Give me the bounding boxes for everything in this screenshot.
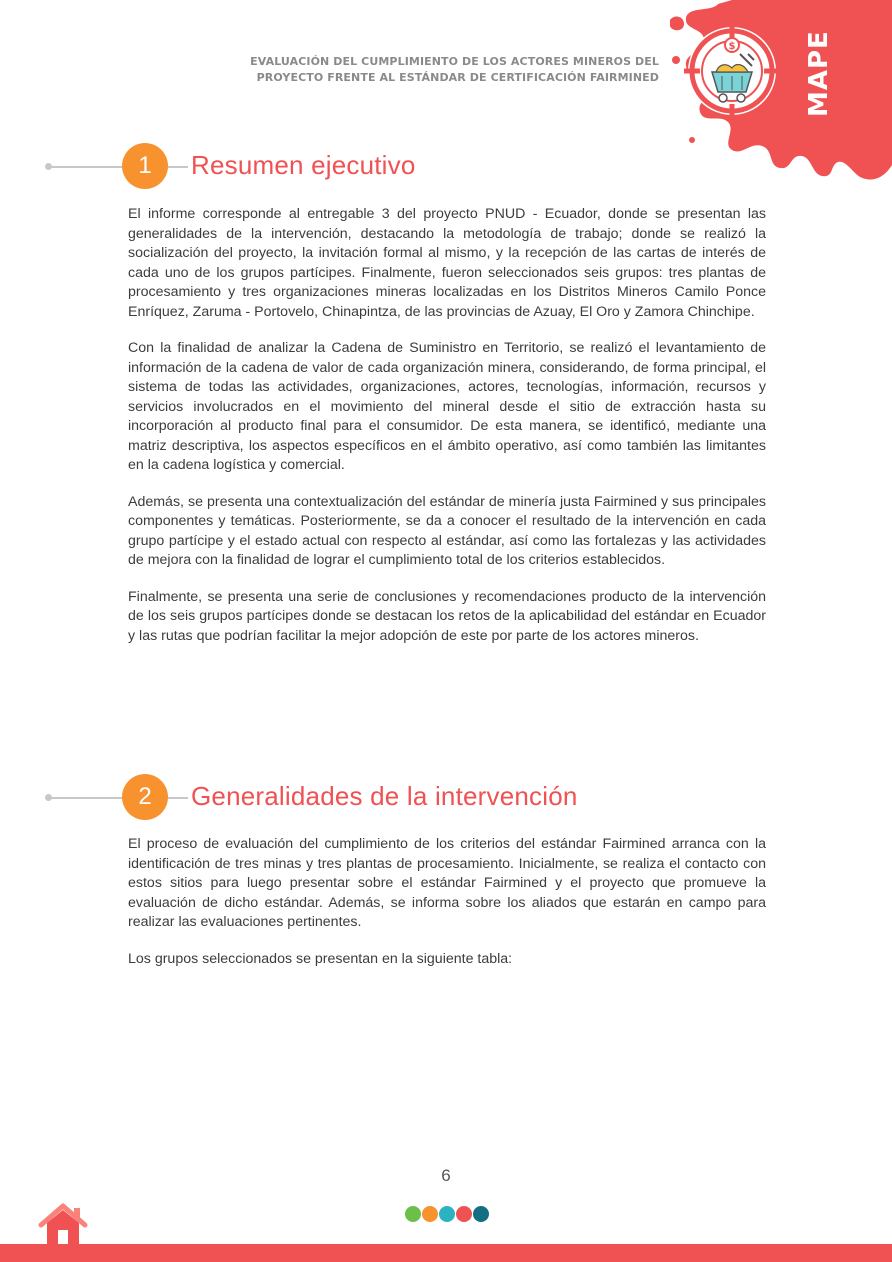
color-dot bbox=[473, 1206, 489, 1222]
section-connector-line bbox=[168, 166, 188, 168]
section-number-badge: 1 bbox=[122, 143, 168, 189]
paragraph: El proceso de evaluación del cumplimiento de los criterios del estándar Fairmined arranca con la identificación de tres minas y tres plantas de procesamiento. Inicialmente, se realiza el contacto con estos sitios para luego presentar sobre el estándar Fairmined y el proyecto que promueve la evaluación de dicho estándar. Además, se informa sobre los aliados que estarán en campo para realizar las evaluaciones pertinentes. bbox=[128, 836, 766, 930]
section-connector-line bbox=[168, 797, 188, 799]
mape-logo-text: MAPE bbox=[804, 30, 834, 118]
mining-cart-target-icon bbox=[682, 24, 782, 124]
color-dot bbox=[439, 1206, 455, 1222]
header-title-line-2: PROYECTO FRENTE AL ESTÁNDAR DE CERTIFICACIÓN FAIRMINED bbox=[256, 71, 659, 84]
document-header-title bbox=[199, 54, 659, 86]
section-line bbox=[51, 797, 123, 799]
page-number: 6 bbox=[441, 1166, 451, 1185]
paragraph: Además, se presenta una contextualización del estándar de minería justa Fairmined y sus principales componentes y temáticas. Posteriormente, se da a conocer el resultado de la intervención en cada grupo partícipe y el estado actual con respecto al estándar, así como las fortalezas y las actividades de mejora con la finalidad de lograr el cumplimiento total de los criterios establecidos. bbox=[128, 493, 766, 568]
header-title-line-1: EVALUACIÓN DEL CUMPLIMIENTO DE LOS ACTORES MINEROS DEL bbox=[250, 55, 659, 68]
paragraph: Con la finalidad de analizar la Cadena de Suministro en Territorio, se realizó el levantamiento de información de la cadena de valor de cada organización minera, considerando, de forma principal, el sistema de todas las actividades, organizaciones, actores, tecnologías, información, recursos y servicios involucrados en el movimiento del mineral desde el sitio de extracción hasta su incorporación al producto final para el consumidor. De esta manera, se identificó, mediante una matriz descriptiva, los aspectos específicos en el ámbito operativo, así como también las limitantes en la cadena logística y comercial. bbox=[128, 340, 766, 473]
home-icon[interactable] bbox=[38, 1203, 88, 1245]
section-header-1 bbox=[45, 143, 645, 191]
section-header-2 bbox=[45, 774, 645, 822]
paragraph: Finalmente, se presenta una serie de conclusiones y recomendaciones producto de la intervención de los seis grupos partícipes donde se destacan los retos de la aplicabilidad del estándar en Ecuador y las rutas que podrían facilitar la mejor adopción de este por parte de los actores mineros. bbox=[128, 588, 766, 644]
section-title: Resumen ejecutivo bbox=[191, 150, 416, 180]
color-dot bbox=[456, 1206, 472, 1222]
svg-text:$: $ bbox=[728, 41, 736, 52]
paragraph: Los grupos seleccionados se presentan en la siguiente tabla: bbox=[128, 950, 513, 967]
section-number-badge: 2 bbox=[122, 774, 168, 820]
section-1-body bbox=[128, 205, 766, 663]
section-line bbox=[51, 166, 123, 168]
color-dots bbox=[405, 1206, 489, 1222]
section-2-body bbox=[128, 835, 766, 986]
footer-bar bbox=[0, 1244, 892, 1262]
paragraph: El informe corresponde al entregable 3 del proyecto PNUD - Ecuador, donde se presentan las generalidades de la intervención, destacando la metodología de trabajo; donde se realizó la socialización del proyecto, la invitación formal al mismo, y la recepción de las cartas de interés de cada uno de los grupos partícipes. Finalmente, fueron seleccionados seis grupos: tres plantas de procesamiento y tres organizaciones mineras localizadas en los Distritos Mineros Camilo Ponce Enríquez, Zaruma - Portovelo, Chinapintza, de las provincias de Azuay, El Oro y Zamora Chinchipe. bbox=[128, 206, 766, 320]
color-dot bbox=[422, 1206, 438, 1222]
section-title: Generalidades de la intervención bbox=[191, 781, 578, 811]
color-dot bbox=[405, 1206, 421, 1222]
